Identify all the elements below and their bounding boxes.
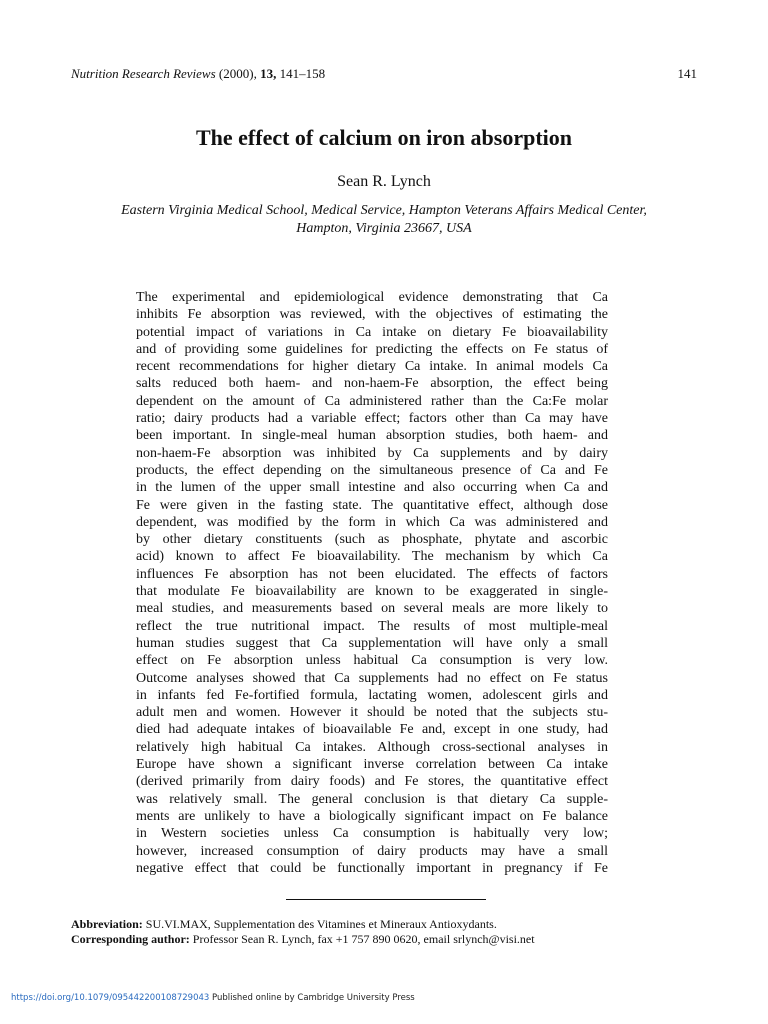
affiliation-line-2: Hampton, Virginia 23667, USA	[296, 221, 472, 236]
abstract-line: Outcome analyses showed that Ca supplements had no effect on Fe status	[136, 670, 608, 686]
article-title: The effect of calcium on iron absorption	[195, 125, 572, 150]
abstract-line: recent recommendations for higher dietary Ca intake. In animal models Ca	[136, 359, 608, 375]
corresponding-label: Corresponding author:	[71, 932, 190, 946]
abstract-line: however, increased consumption of dairy products may have a small	[136, 843, 608, 859]
footnote-divider	[286, 899, 486, 900]
abstract-line: The experimental and epidemiological evidence demonstrating that Ca	[136, 290, 608, 305]
abstract-line: salts reduced both haem- and non-haem-Fe absorption, the effect being	[136, 376, 608, 392]
abstract-line: in the lumen of the upper small intestine and also occurring when Ca and	[136, 480, 608, 496]
abstract-line: relatively high habitual Ca intakes. Although cross-sectional analyses in	[136, 739, 608, 755]
abstract-line: ments are unlikely to have a biologically significant impact on Fe balance	[136, 808, 608, 824]
abstract-line: inhibits Fe absorption was reviewed, with the objectives of estimating the	[136, 307, 608, 323]
published-online-text: Published online by Cambridge University Press	[209, 993, 415, 1003]
abstract-line: products, the effect depending on the simultaneous presence of Ca and Fe	[136, 462, 608, 478]
journal-name: Nutrition Research Reviews	[71, 66, 216, 81]
journal-year: (2000),	[218, 66, 257, 81]
abstract-line: by other dietary constituents (such as phosphate, phytate and ascorbic	[136, 532, 608, 548]
abstract-line: (derived primarily from dairy foods) and Fe stores, the quantitative effect	[136, 774, 608, 790]
abstract	[136, 289, 608, 877]
abstract-line: ratio; dairy products had a variable effect; factors other than Ca may have	[136, 411, 608, 427]
journal-volume: 13,	[260, 66, 277, 81]
abstract-line: acid) known to affect Fe bioavailability. The mechanism by which Ca	[136, 549, 608, 565]
page-number: 141	[677, 66, 697, 81]
abstract-line: Europe have shown a significant inverse correlation between Ca intake	[136, 757, 608, 773]
abstract-line: in Western societies unless Ca consumption is habitually very low;	[136, 826, 608, 842]
abstract-line: that modulate Fe bioavailability are known to be exaggerated in single-	[136, 584, 608, 600]
abstract-line: Fe were given in the fasting state. The quantitative effect, although dose	[136, 497, 608, 513]
abstract-line: adult men and women. However it should be noted that the subjects stu-	[136, 705, 608, 721]
abbreviation-note	[71, 917, 697, 932]
abbreviation-label: Abbreviation:	[71, 917, 143, 931]
abstract-line: effect on Fe absorption unless habitual Ca consumption is very low.	[136, 653, 608, 669]
doi-link[interactable]: https://doi.org/10.1079/095442200108729043	[11, 993, 210, 1003]
journal-pages: 141–158	[279, 66, 326, 81]
abstract-line: meal studies, and measurements based on several meals are more likely to	[136, 601, 608, 617]
corresponding-author-note	[71, 932, 697, 947]
abstract-line: died had adequate intakes of bioavailable Fe and, except in one study, had	[136, 722, 608, 738]
abstract-line: dependent on the amount of Ca administered rather than the Ca:Fe molar	[136, 393, 608, 409]
abstract-line: influences Fe absorption has not been elucidated. The effects of factors	[136, 566, 608, 582]
affiliation-line-1: Eastern Virginia Medical School, Medical Service, Hampton Veterans Affairs Medical Center,	[121, 203, 647, 218]
doi-footer	[11, 993, 415, 1003]
running-header	[71, 66, 697, 82]
abstract-line: been important. In single-meal human absorption studies, both haem- and	[136, 428, 608, 444]
footnotes	[71, 917, 697, 947]
author-name: Sean R. Lynch	[337, 173, 431, 190]
abstract-line: was relatively small. The general conclusion is that dietary Ca supple-	[136, 791, 608, 807]
abstract-line: dependent, was modified by the form in which Ca was administered and	[136, 514, 608, 530]
abbreviation-text: SU.VI.MAX, Supplementation des Vitamines et Mineraux Antioxydants.	[142, 917, 497, 931]
abstract-line: and of providing some guidelines for predicting the effects on Fe status of	[136, 341, 608, 357]
abstract-line: negative effect that could be functionally important in pregnancy if Fe	[136, 860, 608, 876]
abstract-line: human studies suggest that Ca supplementation will have only a small	[136, 635, 608, 651]
author-affiliation	[40, 202, 728, 238]
abstract-line: potential impact of variations in Ca intake on dietary Fe bioavailability	[136, 324, 608, 340]
abstract-line: non-haem-Fe absorption was inhibited by Ca supplements and by dairy	[136, 445, 608, 461]
abstract-line: reflect the true nutritional impact. The results of most multiple-meal	[136, 618, 608, 634]
abstract-line: in infants fed Fe-fortified formula, lactating women, adolescent girls and	[136, 687, 608, 703]
corresponding-text: Professor Sean R. Lynch, fax +1 757 890 0620, email srlynch@visi.net	[189, 932, 535, 946]
